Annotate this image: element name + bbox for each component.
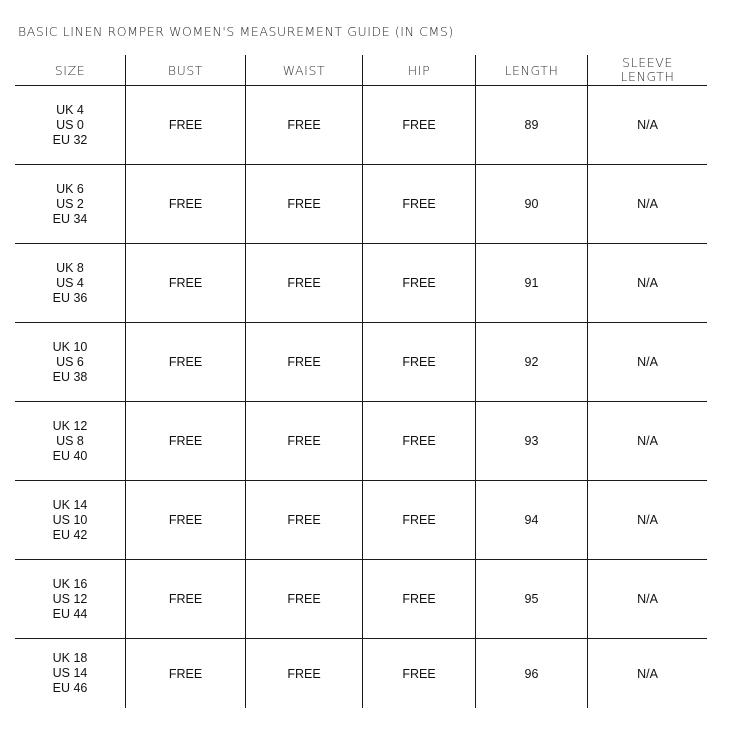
length-cell: 91 (476, 244, 588, 322)
measurement-table (15, 55, 707, 708)
header-length: LENGTH (476, 55, 588, 85)
size-uk: UK 14 (52, 497, 88, 512)
length-cell: 92 (476, 323, 588, 401)
hip-cell: FREE (363, 244, 476, 322)
table-row (15, 165, 707, 244)
size-uk: UK 16 (52, 576, 88, 591)
size-eu: EU 34 (52, 211, 88, 226)
size-us: US 0 (56, 117, 84, 132)
length-cell: 95 (476, 560, 588, 638)
sleeve-length-cell: N/A (637, 118, 658, 132)
waist-cell: FREE (246, 560, 363, 638)
bust-cell: FREE (126, 639, 246, 708)
sleeve-length-cell: N/A (637, 355, 658, 369)
length-cell: 90 (476, 165, 588, 243)
header-bust: BUST (126, 55, 246, 85)
waist-cell: FREE (246, 165, 363, 243)
header-sleeve-line2: LENGTH (620, 69, 675, 84)
table-row (15, 560, 707, 639)
size-us: US 4 (56, 275, 84, 290)
size-eu: EU 42 (52, 527, 88, 542)
sleeve-length-cell: N/A (637, 592, 658, 606)
table-row (15, 323, 707, 402)
size-cell (15, 244, 126, 322)
waist-cell: FREE (246, 86, 363, 164)
waist-cell: FREE (246, 481, 363, 559)
size-us: US 6 (56, 354, 84, 369)
size-us: US 2 (56, 196, 84, 211)
size-cell (15, 402, 126, 480)
size-cell (15, 165, 126, 243)
size-us: US 14 (52, 666, 88, 680)
sleeve-length-cell: N/A (637, 666, 658, 681)
size-uk: UK 4 (56, 102, 84, 117)
size-uk: UK 18 (52, 651, 88, 665)
size-eu: EU 40 (52, 448, 88, 463)
table-header (15, 55, 707, 86)
page-title: BASIC LINEN ROMPER WOMEN'S MEASUREMENT GUIDE (IN CMS) (18, 24, 454, 39)
header-sleeve-length (588, 55, 707, 85)
hip-cell: FREE (363, 481, 476, 559)
sleeve-length-cell: N/A (637, 276, 658, 290)
table-row (15, 86, 707, 165)
size-us: US 12 (52, 591, 88, 606)
size-eu: EU 38 (52, 369, 88, 384)
waist-cell: FREE (246, 323, 363, 401)
length-cell: 93 (476, 402, 588, 480)
bust-cell: FREE (126, 244, 246, 322)
table-row (15, 481, 707, 560)
hip-cell: FREE (363, 86, 476, 164)
size-eu: EU 46 (52, 681, 88, 695)
header-hip: HIP (363, 55, 476, 85)
size-cell (15, 481, 126, 559)
size-cell (15, 560, 126, 638)
waist-cell: FREE (246, 639, 363, 708)
size-uk: UK 12 (52, 418, 88, 433)
waist-cell: FREE (246, 244, 363, 322)
bust-cell: FREE (126, 481, 246, 559)
size-eu: EU 32 (52, 132, 88, 147)
size-eu: EU 36 (52, 290, 88, 305)
hip-cell: FREE (363, 560, 476, 638)
table-row (15, 244, 707, 323)
sleeve-length-cell: N/A (637, 513, 658, 527)
hip-cell: FREE (363, 402, 476, 480)
size-eu: EU 44 (52, 606, 88, 621)
size-uk: UK 8 (56, 260, 84, 275)
bust-cell: FREE (126, 323, 246, 401)
length-cell: 94 (476, 481, 588, 559)
header-sleeve-line1: SLEEVE (622, 55, 673, 70)
bust-cell: FREE (126, 560, 246, 638)
length-cell: 96 (476, 639, 588, 708)
waist-cell: FREE (246, 402, 363, 480)
length-cell: 89 (476, 86, 588, 164)
table-row (15, 402, 707, 481)
bust-cell: FREE (126, 86, 246, 164)
size-cell (15, 86, 126, 164)
hip-cell: FREE (363, 639, 476, 708)
size-cell (15, 639, 126, 708)
hip-cell: FREE (363, 165, 476, 243)
hip-cell: FREE (363, 323, 476, 401)
bust-cell: FREE (126, 165, 246, 243)
size-uk: UK 10 (52, 339, 88, 354)
size-uk: UK 6 (56, 181, 84, 196)
size-us: US 8 (56, 433, 84, 448)
sleeve-length-cell: N/A (637, 197, 658, 211)
size-cell (15, 323, 126, 401)
table-row (15, 639, 707, 708)
size-us: US 10 (52, 512, 88, 527)
header-waist: WAIST (246, 55, 363, 85)
bust-cell: FREE (126, 402, 246, 480)
sleeve-length-cell: N/A (637, 434, 658, 448)
header-size: SIZE (15, 55, 126, 85)
